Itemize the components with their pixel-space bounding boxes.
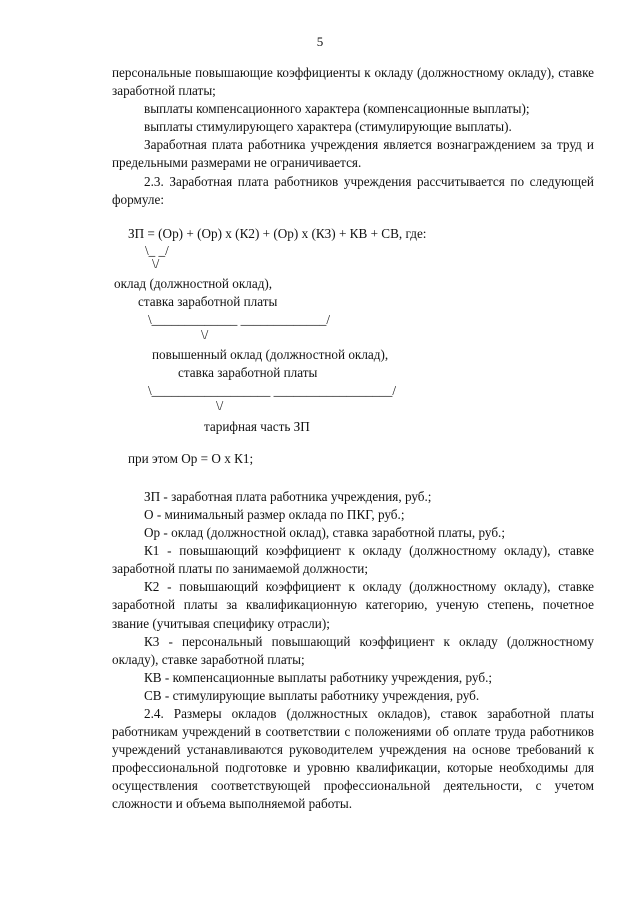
label-oklad: оклад (должностной оклад), bbox=[114, 275, 273, 291]
paragraph-2-4: 2.4. Размеры окладов (должностных окладов), ставок заработной платы работникам учреждений в соответствии с положениями об оплате труда работников учреждений устанавливаются руководителем учреждения на основе требований к профессиональной подготовке и уровню квалификации, которые необходимы для осуществления соответствующей профессиональной деятельности, с учетом сложности и объема выполняемой работы. bbox=[112, 705, 594, 812]
label-tariff-part: тарифная часть ЗП bbox=[204, 418, 310, 434]
definition-o: О - минимальный размер оклада по ПКГ, руб.; bbox=[144, 506, 405, 522]
brace-2-tip: \/ bbox=[201, 326, 209, 342]
formula-main: ЗП = (Ор) + (Ор) х (К2) + (Ор) х (К3) + КВ + СВ, где: bbox=[128, 225, 427, 241]
definition-zp: ЗП - заработная плата работника учреждения, руб.; bbox=[144, 488, 432, 504]
brace-3: \__________________ __________________/ bbox=[148, 382, 396, 398]
formula-where: при этом Ор = О х К1; bbox=[128, 450, 254, 466]
label-increased-oklad: повышенный оклад (должностной оклад), bbox=[152, 346, 389, 362]
label-increased-rate: ставка заработной платы bbox=[178, 364, 318, 380]
brace-1: \_ _/ bbox=[145, 242, 169, 258]
paragraph-compensation: выплаты компенсационного характера (компенсационные выплаты); bbox=[144, 101, 530, 117]
paragraph-stimulating: выплаты стимулирующего характера (стимулирующие выплаты). bbox=[144, 119, 512, 135]
brace-3-tip: \/ bbox=[216, 397, 224, 413]
definition-sv: СВ - стимулирующие выплаты работнику учреждения, руб. bbox=[144, 687, 480, 703]
definition-k2: К2 - повышающий коэффициент к окладу (должностному окладу), ставке заработной платы за квалификационную категорию, ученую степень, почетное звание (учитывая специфику отрасли); bbox=[112, 579, 594, 631]
paragraph-salary-reward: Заработная плата работника учреждения является вознаграждением за труд и предельными размерами не ограничивается. bbox=[112, 137, 594, 171]
salary-formula-diagram bbox=[112, 225, 594, 450]
brace-2: \_____________ _____________/ bbox=[148, 311, 331, 327]
label-oklad-rate: ставка заработной платы bbox=[138, 293, 278, 309]
definition-k1: К1 - повышающий коэффициент к окладу (должностному окладу), ставке заработной платы по занимаемой должности; bbox=[112, 543, 594, 577]
definition-kv: КВ - компенсационные выплаты работнику учреждения, руб.; bbox=[144, 669, 493, 685]
definition-k3: К3 - персональный повышающий коэффициент к окладу (должностному окладу), ставке заработной платы; bbox=[112, 633, 594, 667]
paragraph-coefficients: персональные повышающие коэффициенты к окладу (должностному окладу), ставке заработной платы; bbox=[112, 65, 594, 99]
brace-1-tip: \/ bbox=[152, 255, 160, 271]
definition-or: Ор - оклад (должностной оклад), ставка заработной платы, руб.; bbox=[144, 525, 505, 541]
spacer bbox=[112, 468, 594, 488]
document-body bbox=[112, 64, 594, 814]
paragraph-2-3: 2.3. Заработная плата работников учреждения рассчитывается по следующей формуле: bbox=[112, 173, 594, 207]
spacer bbox=[112, 209, 594, 225]
page-number: 5 bbox=[316, 34, 324, 49]
